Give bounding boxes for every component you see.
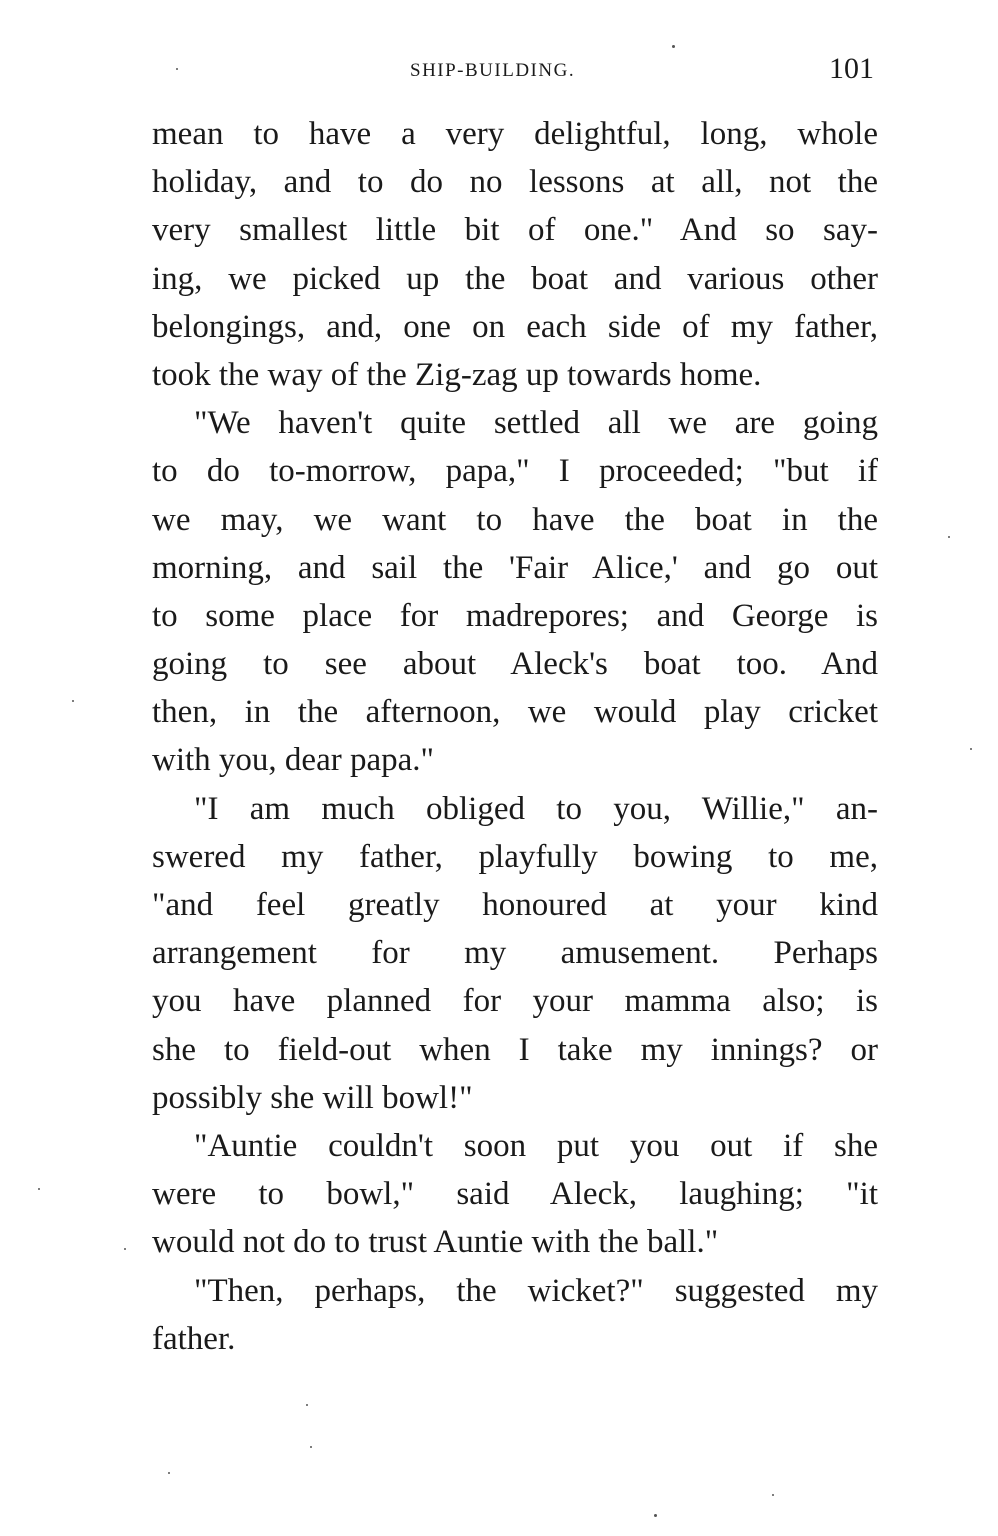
- text-line: possibly she will bowl!": [152, 1079, 473, 1116]
- paper-speck: [970, 748, 972, 750]
- text-line: to do to-morrow, papa," I proceeded; "but if: [152, 453, 878, 490]
- paper-speck: [310, 1446, 312, 1448]
- paper-speck: [672, 45, 675, 48]
- text-line: with you, dear papa.": [152, 742, 434, 779]
- text-line: took the way of the Zig-zag up towards home.: [152, 356, 762, 393]
- text-line: ing, we picked up the boat and various other: [152, 260, 878, 297]
- text-line: would not do to trust Auntie with the ball.": [152, 1224, 719, 1261]
- text-line: belongings, and, one on each side of my father,: [152, 308, 878, 345]
- paper-speck: [772, 1494, 774, 1496]
- text-line: "and feel greatly honoured at your kind: [152, 887, 878, 923]
- body-text: [152, 110, 878, 1363]
- running-head: [152, 54, 878, 90]
- paper-speck: [168, 1472, 170, 1474]
- running-title: SHIP-BUILDING.: [410, 60, 576, 81]
- text-line: father.: [152, 1320, 236, 1357]
- paper-speck: [176, 68, 178, 70]
- paper-speck: [948, 536, 950, 538]
- text-line: mean to have a very delightful, long, whole: [152, 116, 878, 152]
- text-line: you have planned for your mamma also; is: [152, 983, 878, 1020]
- text-line: morning, and sail the 'Fair Alice,' and go out: [152, 549, 878, 586]
- paper-speck: [124, 1248, 126, 1250]
- text-line: to some place for madrepores; and George is: [152, 597, 878, 634]
- paper-speck: [38, 1188, 40, 1190]
- text-line: then, in the afternoon, we would play cricket: [152, 694, 878, 731]
- text-line: "Auntie couldn't soon put you out if she: [194, 1127, 878, 1164]
- page-number: 101: [829, 52, 874, 85]
- text-line: "I am much obliged to you, Willie," an-: [194, 790, 878, 827]
- text-line: "We haven't quite settled all we are going: [194, 405, 878, 442]
- text-line: "Then, perhaps, the wicket?" suggested my: [194, 1272, 878, 1309]
- text-line: arrangement for my amusement. Perhaps: [152, 935, 878, 972]
- text-line: going to see about Aleck's boat too. And: [152, 646, 878, 683]
- paper-speck: [654, 1514, 657, 1517]
- text-line: were to bowl," said Aleck, laughing; "it: [152, 1176, 878, 1213]
- text-line: very smallest little bit of one." And so say-: [152, 212, 878, 249]
- paper-speck: [72, 700, 74, 702]
- text-line: swered my father, playfully bowing to me,: [152, 838, 878, 875]
- text-line: holiday, and to do no lessons at all, not the: [152, 164, 878, 201]
- text-line: we may, we want to have the boat in the: [152, 501, 878, 538]
- paper-speck: [306, 1404, 308, 1406]
- text-line: she to field-out when I take my innings? or: [152, 1031, 878, 1068]
